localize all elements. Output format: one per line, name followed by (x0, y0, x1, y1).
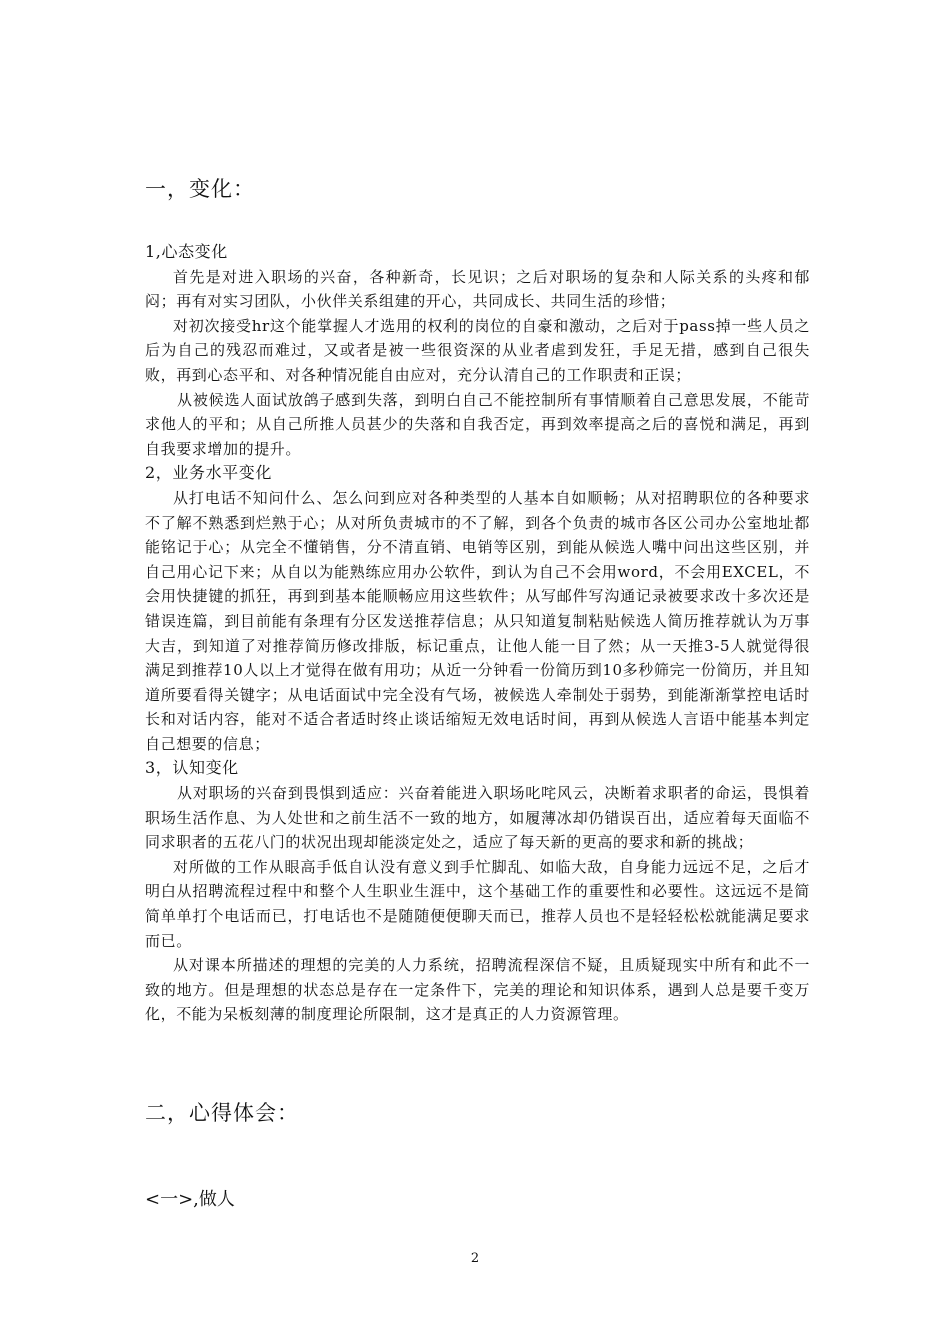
subsection-title-cognition: 3，认知变化 (145, 758, 239, 778)
subsection-title-mindset: 1,心态变化 (145, 242, 228, 261)
paragraph: 对所做的工作从眼高手低自认没有意义到手忙脚乱、如临大敌，自身能力远远不足，之后才明白从招聘流程过程中和整个人生职业生涯中，这个基础工作的重要性和必要性。这远远不是简简单单打个电话而已，打电话也不是随随便便聊天而已，推荐人员也不是轻轻松松就能满足要求而已。 (145, 857, 810, 950)
paragraph: 从被候选人面试放鸽子感到失落，到明白自己不能控制所有事情顺着自己意思发展，不能苛求他人的平和；从自己所推人员甚少的失落和自我否定，再到效率提高之后的喜悦和满足，再到自我要求增加的提升。 (145, 390, 810, 458)
paragraph: 从对职场的兴奋到畏惧到适应：兴奋着能进入职场叱咤风云，决断着求职者的命运，畏惧着职场生活作息、为人处世和之前生活不一致的地方，如履薄冰却仍错误百出，适应着每天面临不同求职者的五花八门的状况出现却能淡定处之，适应了每天新的更高的要求和新的挑战； (145, 784, 810, 852)
subsection-title-skills: 2，业务水平变化 (145, 463, 272, 483)
paragraph: 对初次接受hr这个能掌握人才选用的权利的岗位的自豪和激动，之后对于pass掉一些人员之后为自己的残忍而难过，又或者是被一些很资深的从业者虐到发狂，手足无措，感到自己很失败，再到心态平和、对各种情况能自由应对，充分认清自己的工作职责和正误； (145, 316, 810, 384)
section-heading-changes: 一，变化： (145, 177, 255, 201)
section-heading-insights: 二，心得体会： (145, 1101, 299, 1125)
page-number: 2 (470, 1251, 480, 1266)
section-body-changes (145, 240, 810, 1027)
paragraph: 从对课本所描述的理想的完美的人力系统，招聘流程深信不疑，且质疑现实中所有和此不一致的地方。但是理想的状态总是存在一定条件下，完美的理论和知识体系，遇到人总是要千变万化，不能为呆板刻薄的制度理论所限制，这才是真正的人力资源管理。 (145, 956, 810, 1024)
subsection-title-conduct: <一>,做人 (145, 1189, 235, 1210)
paragraph: 首先是对进入职场的兴奋，各种新奇，长见识；之后对职场的复杂和人际关系的头疼和郁闷；再有对实习团队，小伙伴关系组建的开心，共同成长、共同生活的珍惜； (145, 267, 810, 311)
paragraph: 从打电话不知问什么、怎么问到应对各种类型的人基本自如顺畅；从对招聘职位的各种要求不了解不熟悉到烂熟于心；从对所负责城市的不了解，到各个负责的城市各区公司办公室地址都能铭记于心；从完全不懂销售，分不清直销、电销等区别，到能从候选人嘴中问出这些区别，并自己用心记下来；从自以为能熟练应用办公软件，到认为自己不会用word，不会用EXCEL，不会用快捷键的抓狂，再到到基本能顺畅应用这些软件；从写邮件写沟通记录被要求改十多次还是错误连篇，到目前能有条理有分区发送推荐信息；从只知道复制粘贴候选人简历推荐就认为万事大吉，到知道了对推荐简历修改排版，标记重点，让他人能一目了然；从一天推3-5人就觉得很满足到推荐10人以上才觉得在做有用功；从近一分钟看一份简历到10多秒筛完一份简历，并且知道所要看得关键字；从电话面试中完全没有气场，被候选人牵制处于弱势，到能渐渐掌控电话时长和对话内容，能对不适合者适时终止谈话缩短无效电话时间，再到从候选人言语中能基本判定自己想要的信息； (145, 488, 810, 753)
